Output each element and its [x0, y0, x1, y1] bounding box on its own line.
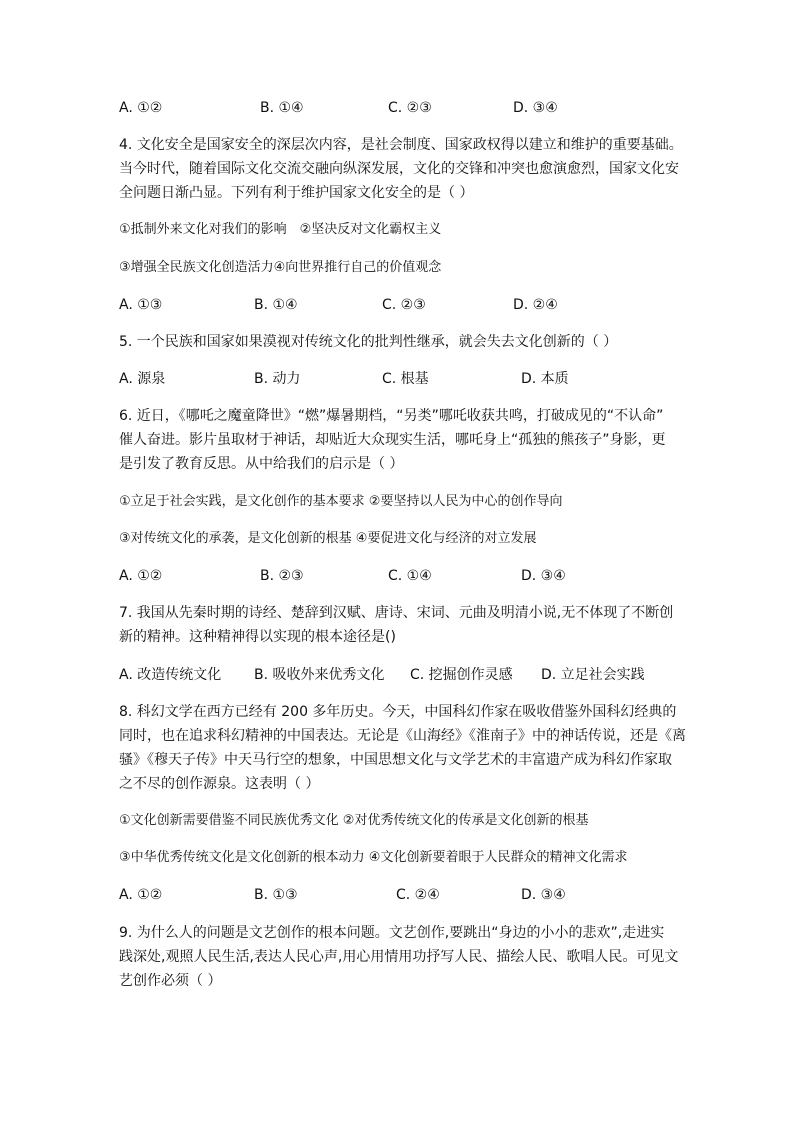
option-c[interactable]: C. ①④: [388, 568, 432, 584]
question-8-stem-line-1: 8. 科幻文学在西方已经有 200 多年历史。今天，中国科幻作家在吸收借鉴外国科幻经典的: [119, 704, 677, 720]
question-4-statements-2: ③增强全民族文化创造活力④向世界推行自己的价值观念: [119, 260, 442, 275]
option-d[interactable]: D. ③④: [521, 568, 566, 584]
option-b[interactable]: B. ②③: [260, 568, 304, 584]
option-c[interactable]: C. 根基: [382, 371, 429, 387]
question-8-statements-2: ③中华优秀传统文化是文化创新的根本动力 ④文化创新要着眼于人民群众的精神文化需求: [119, 850, 628, 865]
option-d[interactable]: D. 立足社会实践: [541, 667, 645, 683]
question-5-stem: 5. 一个民族和国家如果漠视对传统文化的批判性继承，就会失去文化创新的（ ）: [119, 334, 618, 350]
question-6-statements-1: ①立足于社会实践，是文化创作的基本要求 ②要坚持以人民为中心的创作导向: [119, 494, 563, 509]
option-c[interactable]: C. 挖掘创作灵感: [410, 667, 513, 683]
option-d[interactable]: D. ③④: [513, 100, 558, 116]
question-6-stem-line-1: 6. 近日，《哪吒之魔童降世》“燃”爆暑期档，“另类”哪吒收获共鸣，打破成见的“不认命”: [119, 408, 664, 424]
question-4-stem-line-3: 全问题日渐凸显。下列有利于维护国家文化安全的是（ ）: [119, 185, 474, 201]
question-8-stem-line-4: 之不尽的创作源泉。这表明（ ）: [119, 776, 320, 792]
question-4-stem-line-1: 4. 文化安全是国家安全的深层次内容，是社会制度、国家政权得以建立和维护的重要基础。: [119, 137, 683, 153]
question-6-stem-line-2: 催人奋进。影片虽取材于神话，却贴近大众现实生活，哪吒身上“孤独的熊孩子”身影，更: [119, 432, 666, 448]
option-a[interactable]: A. 源泉: [119, 371, 166, 387]
option-a[interactable]: A. 改造传统文化: [119, 667, 222, 683]
option-d[interactable]: D. 本质: [521, 371, 569, 387]
option-c[interactable]: C. ②④: [396, 887, 440, 903]
question-9-stem-line-3: 艺创作必须（ ）: [119, 973, 222, 989]
question-8-stem-line-2: 同时，也在追求科幻精神的中国表达。无论是《山海经》《淮南子》中的神话传说，还是《离: [119, 728, 686, 744]
question-4-stem-line-2: 当今时代，随着国际文化交流交融向纵深发展，文化的交锋和冲突也愈演愈烈，国家文化安: [119, 161, 679, 177]
question-7-stem-line-1: 7. 我国从先秦时期的诗经、楚辞到汉赋、唐诗、宋词、元曲及明清小说,无不体现了不断创: [119, 605, 674, 621]
option-b[interactable]: B. 吸收外来优秀文化: [254, 667, 385, 683]
option-c[interactable]: C. ②③: [388, 100, 432, 116]
option-a[interactable]: A. ①②: [119, 100, 163, 116]
question-7-stem-line-2: 新的精神。这种精神得以实现的根本途径是(): [119, 629, 396, 645]
option-b[interactable]: B. 动力: [254, 371, 301, 387]
option-b[interactable]: B. ①④: [260, 100, 304, 116]
option-a[interactable]: A. ①②: [119, 887, 163, 903]
question-8-statements-1: ①文化创新需要借鉴不同民族优秀文化 ②对优秀传统文化的传承是文化创新的根基: [119, 813, 589, 828]
option-d[interactable]: D. ②④: [513, 297, 558, 313]
question-4-statements-1: ①抵制外来文化对我们的影响 ②坚决反对文化霸权主义: [119, 222, 442, 237]
question-9-stem-line-2: 践深处,观照人民生活,表达人民心声,用心用情用功抒写人民、描绘人民、歌唱人民。可见文: [119, 949, 679, 965]
option-a[interactable]: A. ①③: [119, 297, 163, 313]
question-8-stem-line-3: 骚》《穆天子传》中天马行空的想象，中国思想文化与文学艺术的丰富遗产成为科幻作家取: [119, 752, 672, 768]
question-6-stem-line-3: 是引发了教育反思。从中给我们的启示是（ ）: [119, 456, 404, 472]
option-b[interactable]: B. ①③: [254, 887, 298, 903]
option-a[interactable]: A. ①②: [119, 568, 163, 584]
option-d[interactable]: D. ③④: [521, 887, 566, 903]
question-9-stem-line-1: 9. 为什么人的问题是文艺创作的根本问题。文艺创作,要跳出“身边的小小的悲欢”,走进实: [119, 925, 665, 941]
option-c[interactable]: C. ②③: [382, 297, 426, 313]
question-6-statements-2: ③对传统文化的承袭，是文化创新的根基 ④要促进文化与经济的对立发展: [119, 531, 537, 546]
option-b[interactable]: B. ①④: [254, 297, 298, 313]
